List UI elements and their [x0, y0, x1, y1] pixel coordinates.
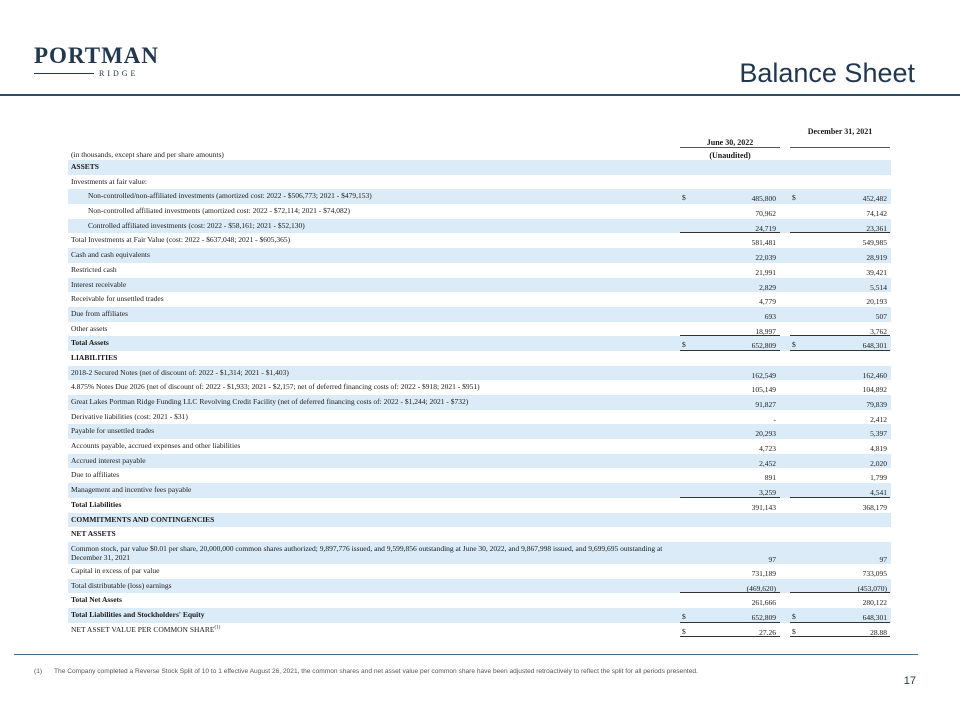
value-june-2022: 162,549 [751, 370, 776, 380]
row-label: 4.875% Notes Due 2026 (net of discount of: 2022 - $1,933; 2021 - $2,157; net of deferred financing costs of: 2022 - $918; 2021 - $951) [71, 382, 480, 392]
table-row [68, 410, 891, 425]
value-june-2022: 91,827 [755, 400, 776, 409]
table-row [68, 263, 891, 278]
total-rule [680, 636, 780, 637]
currency-symbol: $ [792, 193, 796, 203]
row-label: COMMITMENTS AND CONTINGENCIES [71, 514, 215, 524]
row-label: Payable for unsettled trades [71, 426, 155, 436]
row-label: Common stock, par value $0.01 per share, 20,000,000 common shares authorized; 9,897,776 issued, and 9,599,856 outstanding at June 30, 2022, and 9,867,998 issued, and 9,699,695 outstanding at December 31, 2021 [71, 543, 663, 563]
table-row [68, 527, 891, 542]
value-december-2021: 1,799 [870, 473, 887, 483]
value-june-2022: 2,452 [759, 458, 776, 468]
value-june-2022: 70,962 [755, 209, 776, 219]
value-june-2022: 731,189 [751, 568, 776, 578]
row-label: Total Investments at Fair Value (cost: 2022 - $637,048; 2021 - $605,365) [71, 235, 291, 245]
column-header-december-2021: December 31, 2021 [807, 127, 873, 136]
value-june-2022: 693 [764, 311, 776, 321]
value-december-2021: 104,892 [862, 385, 887, 395]
value-june-2022: 105,149 [751, 385, 776, 395]
value-december-2021: 79,839 [866, 400, 887, 409]
row-label: Accrued interest payable [71, 455, 146, 465]
table-row [68, 608, 891, 623]
value-december-2021: 4,819 [870, 444, 887, 454]
row-label: Management and incentive fees payable [71, 485, 192, 495]
row-label: Total distributable (loss) earnings [71, 580, 172, 590]
table-row [68, 292, 891, 307]
row-label: Other assets [71, 323, 108, 333]
value-december-2021: 648,301 [862, 341, 887, 351]
value-december-2021: 3,762 [870, 326, 887, 336]
row-label: Due from affiliates [71, 308, 128, 318]
value-december-2021: 5,514 [870, 282, 887, 292]
footnote-marker: (1) [34, 668, 43, 675]
value-june-2022: - [773, 414, 776, 424]
page-number: 17 [903, 675, 916, 687]
currency-symbol: $ [682, 626, 686, 636]
table-row [68, 336, 891, 351]
row-label: Non-controlled/non-affiliated investments (amortized cost: 2022 - $506,773; 2021 - $479,153) [88, 191, 372, 201]
value-december-2021: 549,985 [862, 238, 887, 248]
value-december-2021: (453,070) [857, 583, 887, 593]
footnote-reference: (1) [214, 625, 221, 631]
unaudited-label: (Unaudited) [709, 151, 751, 160]
currency-symbol: $ [792, 626, 796, 636]
value-december-2021: 28.88 [870, 627, 887, 637]
table-row [68, 233, 891, 248]
value-december-2021: 280,122 [862, 598, 887, 608]
row-label: Capital in excess of par value [71, 565, 160, 575]
row-label: Derivative liabilities (cost: 2021 - $31) [71, 411, 188, 421]
table-row [68, 483, 891, 498]
table-row [68, 189, 891, 204]
logo-subtext: RIDGE [99, 69, 139, 78]
value-june-2022: 4,779 [759, 297, 776, 307]
value-june-2022: 24,719 [755, 223, 776, 233]
value-december-2021: 2,412 [870, 414, 887, 424]
value-june-2022: 261,666 [751, 598, 776, 608]
row-label: Total Net Assets [71, 595, 122, 605]
currency-symbol: $ [682, 340, 686, 350]
row-label: Cash and cash equivalents [71, 250, 150, 260]
table-row [68, 579, 891, 594]
row-label: Interest receivable [71, 279, 127, 289]
table-row [68, 424, 891, 439]
page-title: Balance Sheet [739, 58, 915, 88]
table-row [68, 395, 891, 410]
row-label: Investments at fair value: [71, 176, 148, 186]
row-label: Total Liabilities and Stockholders' Equity [71, 609, 205, 619]
units-note: (in thousands, except share and per share amounts) [71, 150, 224, 159]
currency-symbol: $ [792, 340, 796, 350]
row-label: NET ASSET VALUE PER COMMON SHARE$^{(1)}$ [71, 624, 221, 634]
value-december-2021: 648,301 [862, 612, 887, 622]
table-row [68, 278, 891, 293]
table-row [68, 498, 891, 513]
column-header-june-2022: June 30, 2022 [706, 138, 754, 147]
currency-symbol: $ [682, 193, 686, 203]
row-label: LIABILITIES [71, 352, 118, 362]
value-june-2022: 2,829 [759, 282, 776, 292]
value-december-2021: 162,460 [862, 370, 887, 380]
value-december-2021: 28,919 [866, 253, 887, 263]
value-june-2022: 18,997 [755, 326, 776, 336]
table-row [68, 160, 891, 175]
column-header-rule [680, 147, 780, 148]
value-december-2021: 39,421 [866, 267, 887, 277]
row-label: Total Assets [71, 338, 109, 348]
value-december-2021: 97 [879, 554, 887, 564]
table-row [68, 513, 891, 528]
value-june-2022: 652,809 [751, 341, 776, 351]
value-december-2021: 74,142 [866, 209, 887, 219]
value-december-2021: 23,361 [866, 223, 887, 233]
table-row [68, 439, 891, 454]
row-label: NET ASSETS [71, 529, 116, 539]
value-june-2022: 652,809 [751, 612, 776, 622]
logo-wordmark: PORTMAN [34, 43, 160, 68]
table-row [68, 322, 891, 337]
table-row [68, 593, 891, 608]
table-row [68, 351, 891, 366]
table-row [68, 564, 891, 579]
table-row [68, 380, 891, 395]
currency-symbol: $ [792, 611, 796, 621]
table-row [68, 468, 891, 483]
row-label: Total Liabilities [71, 499, 122, 509]
value-june-2022: 21,991 [755, 267, 776, 277]
value-december-2021: 5,397 [870, 429, 887, 439]
row-label: ASSETS [71, 162, 99, 171]
table-row [68, 219, 891, 234]
value-june-2022: (469,620) [746, 583, 776, 593]
table-row [68, 366, 891, 381]
header-divider [0, 94, 960, 96]
table-row [68, 175, 891, 190]
value-december-2021: 20,193 [866, 297, 887, 307]
value-june-2022: 3,259 [759, 488, 776, 498]
column-header-rule [790, 147, 890, 148]
value-june-2022: 27.26 [759, 627, 776, 637]
row-label: Controlled affiliated investments (cost: 2022 - $58,161; 2021 - $52,130) [88, 220, 305, 230]
value-june-2022: 485,800 [751, 194, 776, 204]
table-row [68, 623, 891, 638]
currency-symbol: $ [682, 611, 686, 621]
table-row [68, 307, 891, 322]
value-december-2021: 2,020 [870, 458, 887, 468]
value-june-2022: 391,143 [751, 502, 776, 512]
value-june-2022: 97 [768, 554, 776, 564]
value-june-2022: 581,481 [751, 238, 776, 248]
value-june-2022: 22,039 [755, 253, 776, 263]
value-june-2022: 20,293 [755, 429, 776, 439]
footnote [34, 668, 698, 675]
table-row [68, 204, 891, 219]
value-december-2021: 507 [875, 311, 887, 321]
footnote-text: The Company completed a Reverse Stock Split of 10 to 1 effective August 26, 2021, the common shares and net asset value per common share have been adjusted retroactively to reflect the split for all periods presented. [54, 668, 698, 675]
value-june-2022: 4,723 [759, 444, 776, 454]
value-june-2022: 891 [764, 473, 776, 483]
table-row [68, 454, 891, 469]
portman-ridge-logo [34, 43, 160, 78]
row-label: 2018-2 Secured Notes (net of discount of: 2022 - $1,314; 2021 - $1,403) [71, 367, 289, 377]
balance-sheet-table [68, 160, 891, 637]
row-label: Non-controlled affiliated investments (amortized cost: 2022 - $72,114; 2021 - $74,082) [88, 206, 351, 216]
row-label: Receivable for unsettled trades [71, 294, 164, 304]
total-rule [790, 636, 890, 637]
value-december-2021: 368,179 [862, 502, 887, 512]
table-row [68, 542, 891, 564]
row-label: Due to affiliates [71, 470, 120, 480]
table-row [68, 248, 891, 263]
row-label: Accounts payable, accrued expenses and other liabilities [71, 441, 241, 451]
footer-divider [14, 654, 918, 655]
row-label: Great Lakes Portman Ridge Funding LLC Revolving Credit Facility (net of deferred financing costs of: 2022 - $1,244; 2021 - $732) [71, 397, 469, 406]
value-december-2021: 4,541 [870, 488, 887, 498]
logo-subline [34, 69, 148, 78]
value-december-2021: 452,482 [862, 194, 887, 204]
value-december-2021: 733,095 [862, 568, 887, 578]
row-label: Restricted cash [71, 264, 117, 274]
logo-rule [34, 73, 94, 74]
